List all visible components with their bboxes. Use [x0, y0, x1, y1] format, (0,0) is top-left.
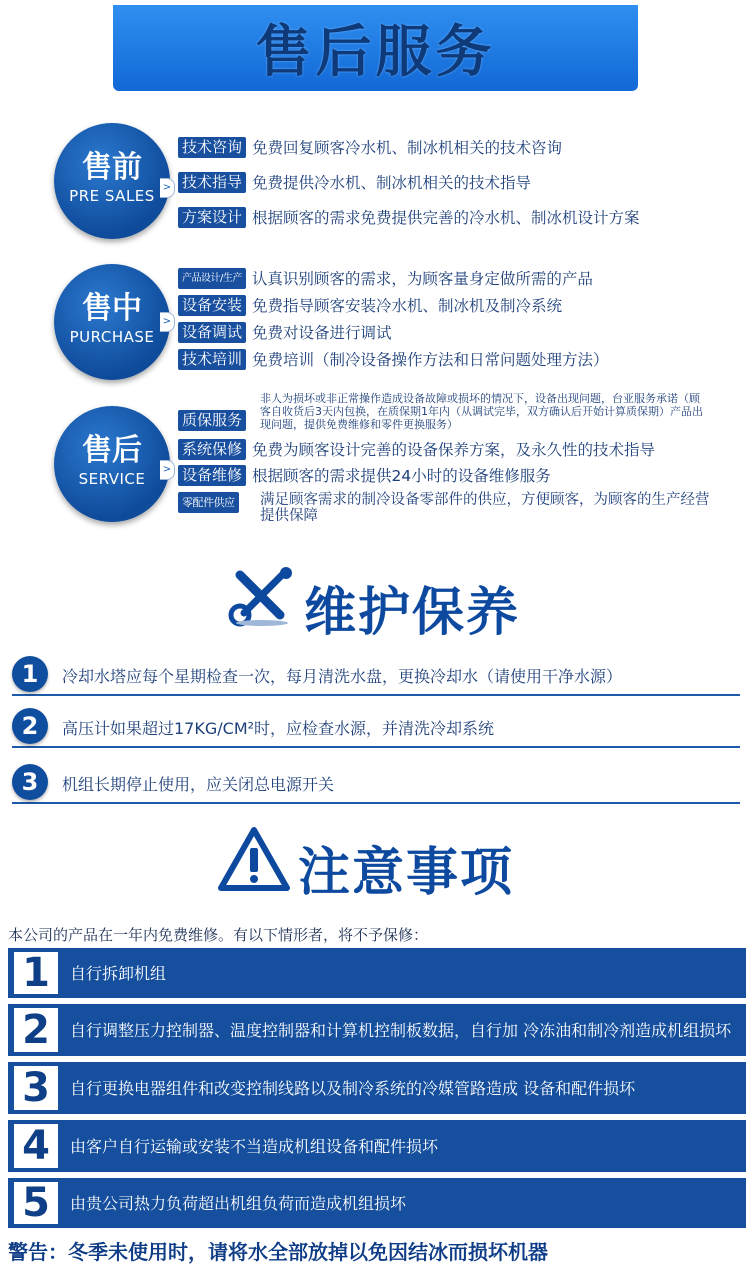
item-number: 4 [14, 1124, 58, 1168]
service-desc: 免费培训（制冷设备操作方法和日常问题处理方法） [252, 351, 609, 369]
service-desc: 免费指导顾客安装冷水机、制冰机及制冷系统 [252, 297, 563, 315]
list-item [178, 410, 246, 431]
list-item [178, 170, 748, 194]
service-tag: 零配件供应 [178, 492, 239, 513]
wrench-screwdriver-icon [228, 565, 296, 627]
list-item [178, 491, 239, 513]
notice-text: 由客户自行运输或安装不当造成机组设备和配件损坏 [70, 1136, 439, 1156]
list-item [12, 706, 740, 748]
service-tag: 系统保修 [178, 439, 246, 460]
item-number: 5 [14, 1182, 58, 1224]
notice-intro: 本公司的产品在一年内免费维修。有以下情形者，将不予保修： [8, 926, 429, 944]
service-desc: 满足顾客需求的制冷设备零部件的供应，方便顾客，为顾客的生产经营提供保障 [260, 492, 710, 524]
maintenance-text: 机组长期停止使用，应关闭总电源开关 [62, 775, 335, 794]
service-desc: 免费对设备进行调试 [252, 324, 392, 342]
service-desc: 根据顾客的需求免费提供完善的冷水机、制冰机设计方案 [252, 209, 640, 227]
purchase-subtitle: PURCHASE [69, 328, 155, 346]
item-number: 2 [14, 1008, 58, 1052]
notice-text: 自行拆卸机组 [70, 963, 167, 983]
pre-sales-subtitle: PRE SALES [69, 187, 155, 205]
service-desc: 免费为顾客设计完善的设备保养方案，及永久性的技术指导 [252, 441, 656, 459]
list-item [178, 320, 748, 344]
service-desc: 根据顾客的需求提供24小时的设备维修服务 [252, 467, 551, 485]
service-desc: 免费提供冷水机、制冰机相关的技术指导 [252, 174, 532, 192]
item-number: 1 [14, 952, 58, 994]
maintenance-text: 高压计如果超过17KG/CM²时，应检查水源，并清洗冷却系统 [62, 719, 495, 738]
purchase-arrow-icon: > [160, 312, 175, 332]
header-banner [113, 5, 638, 91]
service-tag: 技术指导 [178, 172, 246, 193]
service-desc: 认真识别顾客的需求，为顾客量身定做所需的产品 [251, 270, 593, 288]
service-arrow-icon: > [160, 460, 175, 480]
list-item [178, 205, 748, 229]
service-desc: 非人为损坏或非正常操作造成设备故障或损坏的情况下，设备出现问题，台亚服务承诺（顾客自收货后3天内包换，在质保期1年内（从调试完毕，双方确认后开始计算质保期）产品出现问题，提供免费维修和零件更换服务） [260, 392, 703, 431]
purchase-list [178, 266, 748, 371]
service-desc: 免费回复顾客冷水机、制冰机相关的技术咨询 [252, 139, 563, 157]
item-number: 3 [12, 764, 48, 800]
list-item [8, 1178, 746, 1228]
list-item [178, 437, 655, 461]
service-tag: 技术培训 [178, 349, 246, 370]
service-tag: 设备调试 [178, 322, 246, 343]
list-item [8, 948, 746, 998]
service-tag: 设备安装 [178, 295, 246, 316]
list-item [178, 135, 748, 159]
item-number: 2 [12, 708, 48, 744]
list-item [8, 1120, 746, 1172]
list-item [178, 266, 748, 290]
maintenance-title: 维护保养 [304, 583, 521, 643]
service-title: 售后 [82, 433, 142, 468]
pre-sales-list [178, 135, 748, 229]
notice-text: 自行更换电器组件和改变控制线路以及制冷系统的冷媒管路造成 设备和配件损坏 [70, 1078, 636, 1098]
pre-sales-badge [54, 123, 170, 239]
list-item [178, 293, 748, 317]
list-item [12, 762, 740, 804]
warning-triangle-icon [218, 826, 290, 892]
service-tag: 质保服务 [178, 410, 246, 431]
notice-title: 注意事项 [298, 843, 515, 903]
service-tag: 方案设计 [178, 207, 246, 228]
service-subtitle: SERVICE [78, 470, 146, 488]
list-item [8, 1062, 746, 1114]
service-tag: 设备维修 [178, 465, 246, 486]
service-badge [54, 406, 170, 522]
maintenance-text: 冷却水塔应每个星期检查一次，每月清洗水盘，更换冷却水（请使用干净水源） [62, 667, 623, 686]
pre-sales-arrow-icon: > [160, 178, 175, 198]
page-title: 售后服务 [255, 20, 496, 85]
list-item [178, 347, 748, 371]
list-item [178, 463, 551, 487]
item-number: 1 [12, 656, 48, 692]
service-tag: 技术咨询 [178, 137, 246, 158]
item-number: 3 [14, 1066, 58, 1110]
purchase-badge [54, 264, 170, 380]
notice-text: 由贵公司热力负荷超出机组负荷而造成机组损坏 [70, 1193, 407, 1213]
purchase-title: 售中 [82, 291, 142, 326]
service-tag: 产品设计/生产 [178, 268, 246, 289]
list-item [8, 1004, 746, 1056]
winter-warning: 警告：冬季未使用时，请将水全部放掉以免因结冰而损坏机器 [8, 1240, 548, 1264]
notice-text: 自行调整压力控制器、温度控制器和计算机控制板数据，自行加 冷冻油和制冷剂造成机组损坏 [70, 1020, 732, 1040]
list-item [12, 654, 740, 696]
pre-sales-title: 售前 [82, 150, 142, 185]
